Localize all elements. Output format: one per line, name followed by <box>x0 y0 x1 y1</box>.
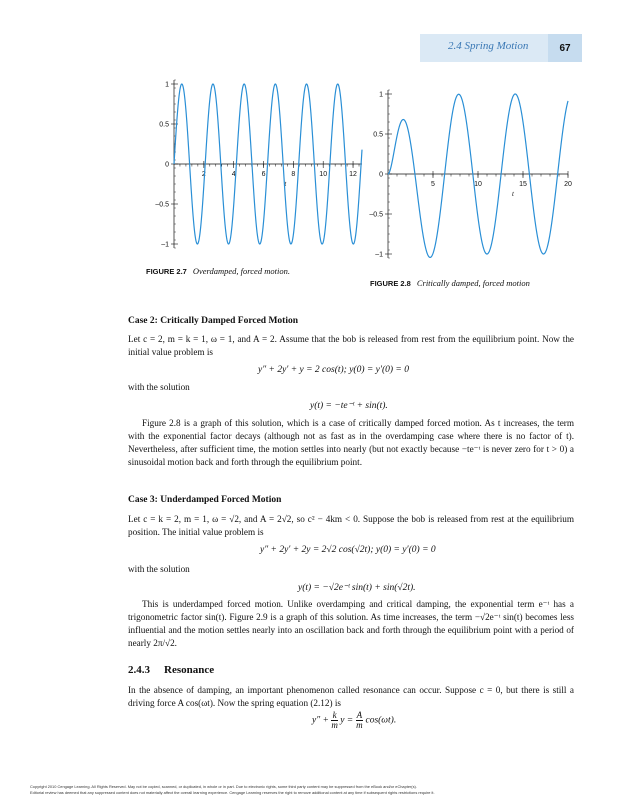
running-header-title: 2.4 Spring Motion <box>448 40 529 52</box>
fraction-denominator-m: m <box>331 720 338 730</box>
x-tick-label: 5 <box>431 181 435 188</box>
y-tick-label: 1 <box>165 81 169 89</box>
figure-2-7-label: FIGURE 2.7 <box>146 267 187 276</box>
case-3-equation-solution: y(t) = −√2e⁻ᵗ sin(t) + sin(√2t). <box>298 583 416 593</box>
y-tick-label: 0 <box>379 171 383 179</box>
fraction-denominator-m-2: m <box>356 720 363 730</box>
figure-2-8-caption <box>370 278 530 288</box>
copyright-footer <box>30 784 592 796</box>
x-tick-label: 15 <box>519 181 527 188</box>
fraction-numerator-k: k <box>332 710 337 720</box>
figure-2-8-chart <box>365 80 580 265</box>
section-number: 2.4.3 <box>128 664 150 676</box>
figure-2-8-label: FIGURE 2.8 <box>370 279 411 288</box>
case-2-paragraph-1: Let c = 2, m = k = 1, ω = 1, and A = 2. Assume that the bob is released from rest from the equilibrium point. Now the initial value problem is <box>128 334 574 357</box>
case-2-heading: Case 2: Critically Damped Forced Motion <box>128 316 299 326</box>
case-2-paragraph-2: with the solution <box>128 382 190 392</box>
equation-lhs: y″ + <box>312 715 329 726</box>
fraction-a-over-m <box>356 711 364 730</box>
case-3-heading: Case 3: Underdamped Forced Motion <box>128 495 282 505</box>
x-tick-label: 10 <box>319 171 328 178</box>
equation-rhs: cos(ωt). <box>365 715 397 726</box>
case-3-paragraph-3: This is underdamped forced motion. Unlike overdamping and critical damping, the exponential term e⁻ᵗ has a trigonometric factor sin(t). Figure 2.9 is a graph of this solution. As time increases, the term −√2e⁻ᵗ sin(t) becomes less influential and the motion settles nearly into an oscillation back and forth through the equilibrium point with a period of nearly 2π/√2. <box>128 599 574 648</box>
y-tick-label: –0.5 <box>155 201 169 209</box>
y-tick-label: –1 <box>161 241 169 249</box>
equation-middle: y = <box>340 715 354 726</box>
y-tick-label: –0.5 <box>369 211 383 219</box>
fraction-k-over-m <box>331 711 338 730</box>
y-tick-label: 0.5 <box>373 131 383 139</box>
resonance-paragraph-1: In the absence of damping, an important phenomenon called resonance can occur. Suppose c = 0, but there is still a driving force A cos(ωt). Now the spring equation (2.12) is <box>128 685 574 708</box>
x-tick-label: 2 <box>201 171 206 178</box>
case-3-paragraph-1: Let c = k = 2, m = 1, ω = √2, and A = 2√2, so c² − 4km < 0. Suppose the bob is released from rest at the equilibrium position. The initial value problem is <box>128 514 574 537</box>
y-tick-label: 1 <box>379 91 383 99</box>
figure-2-7-chart <box>140 70 370 255</box>
section-title: Resonance <box>164 664 215 676</box>
x-tick-label: 4 <box>231 171 236 178</box>
case-2-paragraph-3: Figure 2.8 is a graph of this solution, which is a case of critically damped forced motion. As t increases, the term with the exponential factor decays (although not as fast as in the overdamping case where there is no factor of t). Nevertheless, after sufficient time, the motion settles into nearly (but not exactly because −te⁻ᵗ is never zero for t > 0) a sinusoidal motion back and forth through the equilibrium point. <box>128 418 574 467</box>
figure-2-7-caption <box>146 266 290 276</box>
x-tick-label: 8 <box>291 171 296 178</box>
y-tick-label: –1 <box>375 251 383 259</box>
y-tick-label: 0.5 <box>159 121 169 129</box>
figure-2-7-caption-text: Overdamped, forced motion. <box>192 266 290 276</box>
case-2-equation-solution: y(t) = −te⁻ᵗ + sin(t). <box>310 401 388 411</box>
x-tick-label: 20 <box>564 181 572 188</box>
x-tick-label: 6 <box>261 171 266 178</box>
resonance-spring-equation <box>312 711 396 730</box>
fraction-numerator-a: A <box>356 710 363 720</box>
page-number: 67 <box>548 34 582 62</box>
copyright-line-1: Copyright 2010 Cengage Learning. All Rights Reserved. May not be copied, scanned, or duplicated, in whole or in part. Due to electronic rights, some third party content may be suppressed from the eBook and/or eChapter(s). <box>30 784 417 789</box>
x-axis-label: t <box>512 190 514 198</box>
x-tick-label: 12 <box>349 171 357 178</box>
y-tick-label: 0 <box>165 161 169 169</box>
x-tick-label: 10 <box>474 181 482 188</box>
x-axis-label: t <box>284 180 287 188</box>
case-2-equation-ivp: y″ + 2y′ + y = 2 cos(t); y(0) = y′(0) = 0 <box>258 365 409 375</box>
section-heading-resonance <box>128 664 214 676</box>
figure-2-8-caption-text: Critically damped, forced motion <box>416 278 530 288</box>
case-3-paragraph-2: with the solution <box>128 564 190 574</box>
copyright-line-2: Editorial review has deemed that any suppressed content does not materially affect the overall learning experience. Cengage Learning reserves the right to remove additional content at any time if subsequent rights restrictions require it. <box>30 790 435 795</box>
case-3-equation-ivp: y″ + 2y′ + 2y = 2√2 cos(√2t); y(0) = y′(0) = 0 <box>260 545 436 555</box>
